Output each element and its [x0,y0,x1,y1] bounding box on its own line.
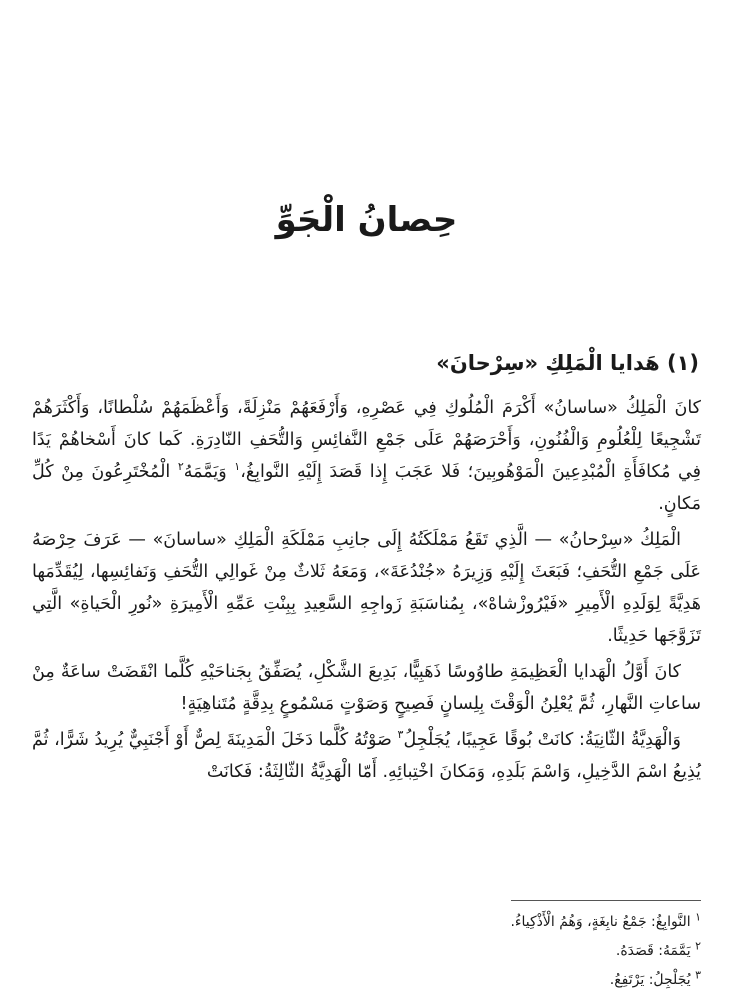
paragraph-2: الْمَلِكُ «سِرْحانُ» — الَّذِي تَقَعُ مَمْلَكَتُهُ إِلَى جانِبِ مَمْلَكَةِ الْمَلِكِ «ساسانَ» — عَرَفَ حِرْصَهُ عَلَى جَمْعِ التُّحَفِ؛ فَبَعَثَ إِلَيْهِ وَزِيرَهُ «جُنْدُعَةَ»، وَمَعَهُ ثَلاثٌ مِنْ غَوالِي التُّحَفِ وَنَفائِسِها، لِيُقَدِّمَها هَدِيَّةً لِوَلَدِهِ الْأَمِيرِ «فَيْرُوزْشاهْ»، بِمُناسَبَةِ زَواجِهِ السَّعِيدِ بِبِنْتِ عَمِّهِ الْأَمِيرَةِ «نُورِ الْحَياةِ» الَّتِي تَزَوَّجَها حَدِيثًا. [32,530,701,646]
footnote-1 [32,908,701,937]
footnote-2-marker: ٢ [695,939,701,953]
footnote-divider [511,900,701,901]
paragraph-4 [32,724,701,788]
paragraph-4-text-b: صَوْتُهُ كُلَّما دَخَلَ الْمَدِينَةَ لِصٌّ أَوْ أَجْنَبِيٌّ يُرِيدُ شَرًّا، ثُمَّ يُذِيعُ اسْمَ الدَّخِيلِ، وَاسْمَ بَلَدِهِ، وَمَكانَ اخْتِبائِهِ. أَمّا الْهَدِيَّةُ الثّالِثَةُ: فَكانَتْ [32,730,701,782]
footnote-3 [32,966,701,995]
footnote-marker-1: ١ [234,460,241,474]
paragraph-1-text-b: وَيَمَّمَهُ [183,462,235,482]
paragraph-4-text-a: وَالْهَدِيَّةُ الثّانِيَةُ: كانَتْ بُوقًا عَجِيبًا، يُجَلْجِلُ [403,730,681,750]
paragraph-1-text-a: كانَ الْمَلِكُ «ساسانُ» أَكْرَمَ الْمُلُوكِ فِي عَصْرِهِ، وَأَرْفَعَهُمْ مَنْزِلَةً، وَأَعْظَمَهُمْ سُلْطانًا، وَأَكْثَرَهُمْ تَشْجِيعًا لِلْعُلُومِ وَالْفُنُونِ، وَأَحْرَصَهُمْ عَلَى جَمْعِ النَّفائِسِ وَالتُّحَفِ النّادِرَةِ. كَما كانَ أَسْخاهُمْ يَدًا فِي مُكافَأَةِ الْمُبْدِعِينَ الْمَوْهُوبِينَ؛ فَلا عَجَبَ إِذا قَصَدَ إِلَيْهِ النَّوابِغُ، [32,398,701,482]
body-text [32,392,701,792]
footnote-1-marker: ١ [695,910,701,924]
footnote-3-text: يُجَلْجِلُ: يَرْتَفِعُ. [609,972,696,988]
paragraph-1-text-c: الْمُخْتَرِعُونَ مِنْ كُلِّ مَكانٍ. [32,462,701,514]
footnote-2 [32,937,701,966]
paragraph-3: كانَ أَوَّلُ الْهَدايا الْعَظِيمَةِ طاوُوسًا ذَهَبِيًّا، بَدِيعَ الشَّكْلِ، يُصَفِّقُ بِجَناحَيْهِ كُلَّما انْقَضَتْ ساعَةٌ مِنْ ساعاتِ النَّهارِ، ثُمَّ يُعْلِنُ الْوَقْتَ بِلِسانٍ فَصِيحٍ وَصَوْتٍ مَسْمُوعٍ بِدِقَّةٍ مُتَناهِيَةٍ! [32,662,701,714]
chapter-title: حِصانُ الْجَوِّ [275,200,458,240]
section-heading: (١) هَدايا الْمَلِكِ «سِرْحانَ» [436,351,699,375]
footnote-2-text: يَمَّمَهُ: قَصَدَهُ. [615,943,696,959]
footnote-marker-2: ٢ [177,460,184,474]
footnotes [32,908,701,995]
footnote-3-marker: ٣ [695,968,701,982]
footnote-1-text: النَّوابِغُ: جَمْعُ نابِغَةٍ، وَهُمُ الْأَذْكِياءُ. [510,914,696,930]
paragraph-1 [32,392,701,520]
footnote-marker-3: ٣ [397,728,404,742]
